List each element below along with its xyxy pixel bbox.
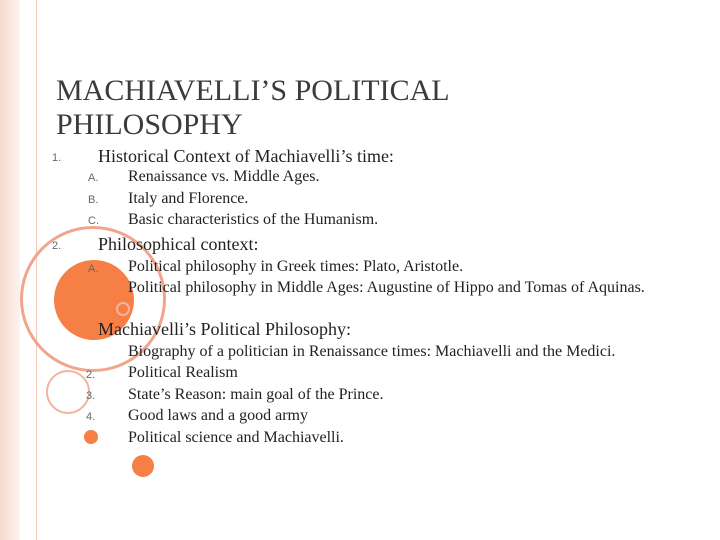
section-3-item-5: Political science and Machiavelli. xyxy=(128,429,344,446)
section-3-item-3: State’s Reason: main goal of the Prince. xyxy=(128,386,384,403)
section-3-item-2: Political Realism xyxy=(128,364,238,381)
section-2-item-b: Political philosophy in Middle Ages: Augustine of Hippo and Tomas of Aquinas. xyxy=(128,279,645,296)
slide-title: MACHIAVELLI’S POLITICAL PHILOSOPHY xyxy=(56,74,449,141)
decorative-side-bar xyxy=(0,0,20,540)
decorative-circle-small-2 xyxy=(132,455,154,477)
section-3-item-3-marker: 3. xyxy=(86,390,96,402)
section-3-item-2-marker: 2. xyxy=(86,369,96,381)
section-1-item-b: Italy and Florence. xyxy=(128,190,249,207)
section-3-item-4-marker: 4. xyxy=(86,411,96,423)
decorative-ring-small xyxy=(116,302,130,316)
section-1-item-a: Renaissance vs. Middle Ages. xyxy=(128,168,320,185)
section-2-number: 2. xyxy=(52,240,62,252)
section-1-number: 1. xyxy=(52,152,62,164)
decorative-circle-small xyxy=(84,430,98,444)
section-3-item-4: Good laws and a good army xyxy=(128,407,308,424)
decorative-ring-medium xyxy=(46,370,90,414)
section-1-heading: Historical Context of Machiavelli’s time: xyxy=(98,146,394,166)
section-3-heading: Machiavelli’s Political Philosophy: xyxy=(98,319,351,339)
section-1-item-a-marker: A. xyxy=(88,172,99,184)
section-2-item-a-marker: A. xyxy=(88,263,99,275)
section-1-item-c-marker: C. xyxy=(88,215,99,227)
section-2-item-a: Political philosophy in Greek times: Plato, Aristotle. xyxy=(128,258,464,275)
section-1-item-c: Basic characteristics of the Humanism. xyxy=(128,211,379,228)
section-1-item-b-marker: B. xyxy=(88,194,99,206)
section-3-item-1: Biography of a politician in Renaissance times: Machiavelli and the Medici. xyxy=(128,343,616,360)
section-2-heading: Philosophical context: xyxy=(98,234,259,254)
